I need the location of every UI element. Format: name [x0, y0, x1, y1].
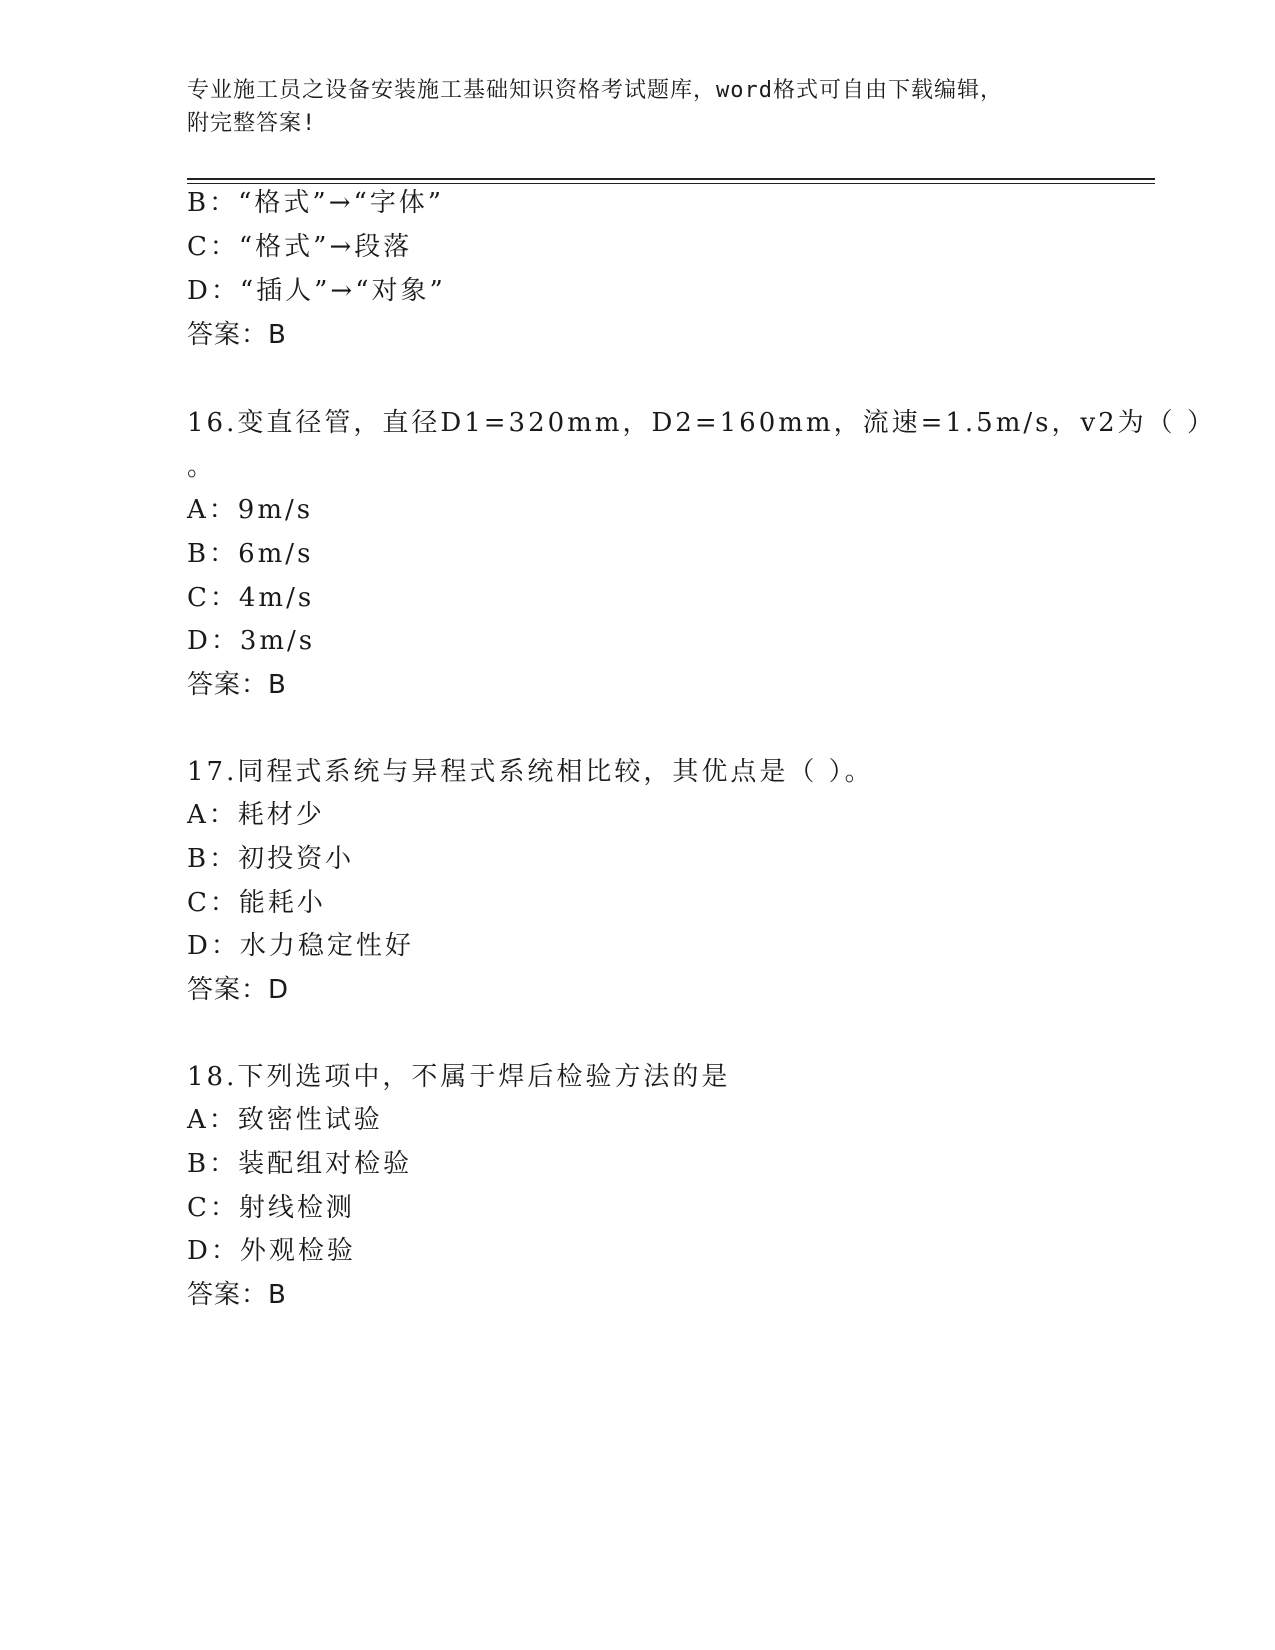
q18-stem: 18.下列选项中，不属于焊后检验方法的是: [187, 1062, 731, 1092]
q17-answer: 答案：D: [187, 975, 290, 1005]
prev-option-b: B：“格式”→“字体”: [187, 188, 445, 218]
q16-answer: 答案：B: [187, 670, 287, 700]
q18-option-a: A：致密性试验: [187, 1105, 383, 1135]
q17-stem: 17.同程式系统与异程式系统相比较，其优点是（ ）。: [187, 757, 874, 787]
q17-option-b: B：初投资小: [187, 844, 355, 874]
q17-option-a: A：耗材少: [187, 800, 325, 830]
prev-option-c: C：“格式”→段落: [187, 232, 413, 262]
q18-option-b: B：装配组对检验: [187, 1149, 413, 1179]
q16-stem: 16.变直径管，直径D1=320mm，D2=160mm，流速=1.5m/s，v2为（ ）: [187, 408, 1216, 438]
q16-option-b: B：6m/s: [187, 539, 314, 569]
q16-option-c: C：4m/s: [187, 583, 315, 613]
prev-option-d: D：“插人”→“对象”: [187, 276, 446, 306]
header-line-1: 专业施工员之设备安装施工基础知识资格考试题库，word格式可自由下载编辑，: [187, 78, 1003, 103]
q18-answer: 答案：B: [187, 1280, 287, 1310]
q17-option-d: D：水力稳定性好: [187, 931, 414, 961]
prev-answer: 答案：B: [187, 320, 287, 350]
header-divider-thick: [187, 178, 1155, 180]
q16-stem-cont: 。: [187, 452, 217, 482]
q17-option-c: C：能耗小: [187, 888, 326, 918]
document-header: [187, 74, 1087, 140]
q16-option-d: D：3m/s: [187, 626, 316, 656]
header-divider-thin: [187, 183, 1155, 184]
q16-option-a: A：9m/s: [187, 495, 314, 525]
q18-option-c: C：射线检测: [187, 1193, 355, 1223]
q18-option-d: D：外观检验: [187, 1236, 356, 1266]
header-line-2: 附完整答案!: [187, 111, 317, 136]
